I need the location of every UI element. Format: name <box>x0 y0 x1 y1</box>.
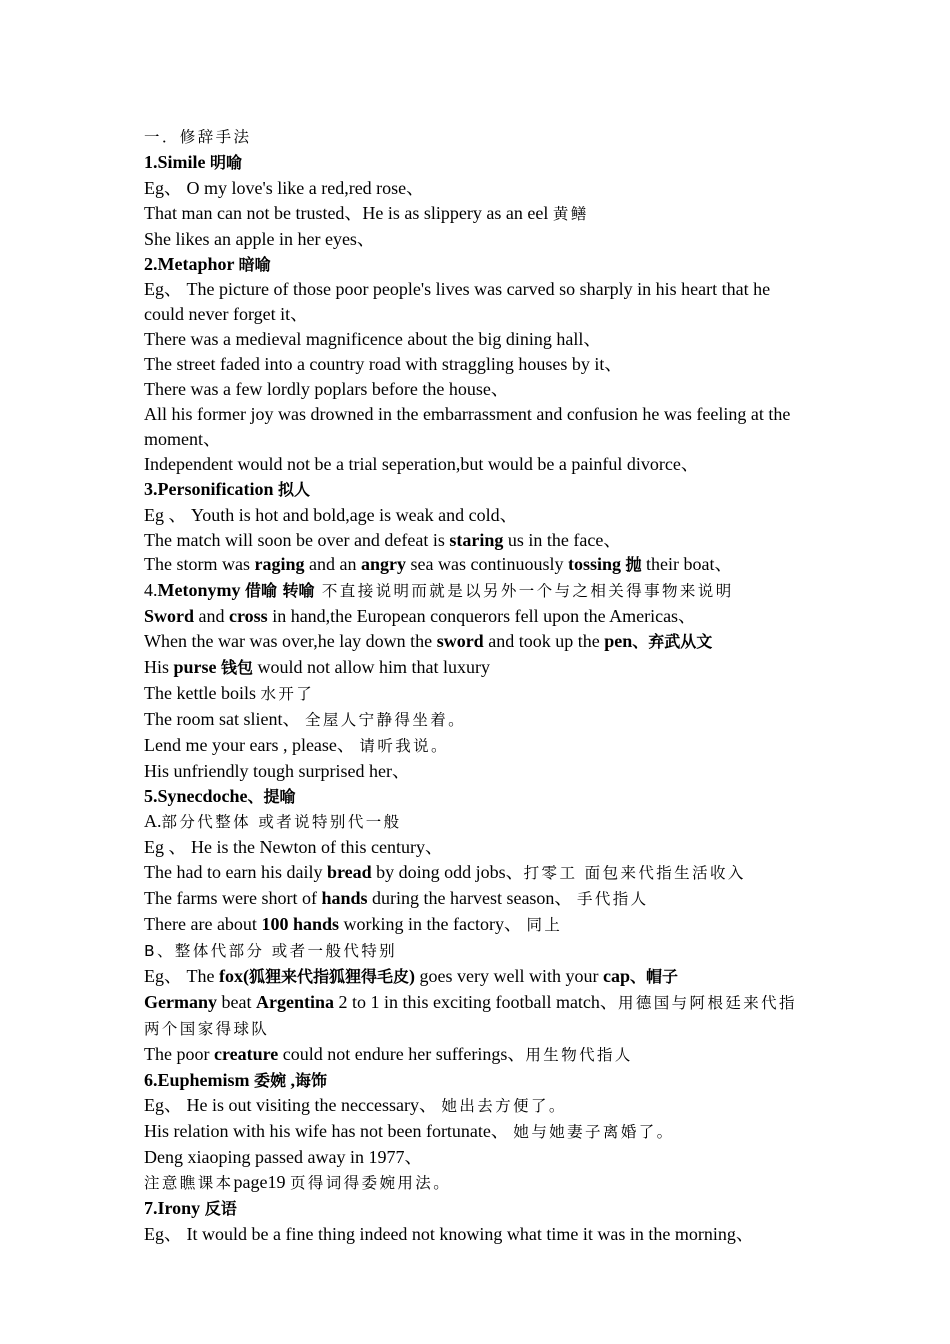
example-line: There are about 100 hands working in the factory、 同上 <box>144 914 563 935</box>
heading-metaphor: 2.Metaphor 暗喻 <box>144 253 271 274</box>
example-line: There was a medieval magnificence about the big dining hall、 <box>144 329 602 350</box>
heading-personification: 3.Personification 拟人 <box>144 478 310 499</box>
example-line: Independent would not be a trial seperation,but would be a painful divorce、 <box>144 453 699 474</box>
example-line: The farms were short of hands during the harvest season、 手代指人 <box>144 888 649 909</box>
example-line: The match will soon be over and defeat is staring us in the face、 <box>144 529 622 550</box>
example-line: His relation with his wife has not been fortunate、 她与她妻子离婚了。 <box>144 1121 675 1142</box>
example-line: Eg、 It would be a fine thing indeed not knowing what time it was in the morning、 <box>144 1223 754 1244</box>
heading-metonymy: 4.Metonymy 借喻 转喻 不直接说明而就是以另外一个与之相关得事物来说明 <box>144 580 734 601</box>
heading-irony: 7.Irony 反语 <box>144 1198 237 1219</box>
note-line: 注意瞧课本page19 页得词得委婉用法。 <box>144 1172 452 1193</box>
heading-synecdoche: 5.Synecdoche、提喻 <box>144 785 296 806</box>
subheading-a: A.部分代整体 或者说特别代一般 <box>144 811 402 832</box>
example-line: The room sat slient、 全屋人宁静得坐着。 <box>144 708 467 729</box>
example-line: When the war was over,he lay down the sword and took up the pen、弃武从文 <box>144 631 713 652</box>
section-heading: 一．修辞手法 <box>144 128 252 146</box>
example-line: Germany beat Argentina 2 to 1 in this exciting football match、用德国与阿根廷来代指两个国家得球队 <box>144 991 797 1038</box>
example-line: The kettle boils 水开了 <box>144 682 315 703</box>
example-line: Deng xiaoping passed away in 1977、 <box>144 1147 423 1168</box>
example-line: Eg、 The fox(狐狸来代指狐狸得毛皮) goes very well with your cap、帽子 <box>144 965 678 986</box>
example-line: The street faded into a country road with straggling houses by it、 <box>144 354 623 375</box>
document-page <box>144 124 810 1247</box>
example-line: Eg、 He is out visiting the neccessary、 她出去方便了。 <box>144 1095 567 1116</box>
example-line: She likes an apple in her eyes、 <box>144 228 375 249</box>
example-line: The poor creature could not endure her sufferings、用生物代指人 <box>144 1043 633 1064</box>
example-line: Lend me your ears , please、 请听我说。 <box>144 734 449 755</box>
example-line: The storm was raging and an angry sea was continuously tossing 抛 their boat、 <box>144 554 733 575</box>
heading-euphemism: 6.Euphemism 委婉 ,诲饰 <box>144 1069 328 1090</box>
example-line: Eg 、 He is the Newton of this century、 <box>144 837 443 858</box>
example-line: That man can not be trusted、He is as slippery as an eel 黄鳝 <box>144 202 589 223</box>
example-line: Eg 、 Youth is hot and bold,age is weak and cold、 <box>144 504 518 525</box>
example-line: There was a few lordly poplars before the house、 <box>144 379 509 400</box>
example-line: All his former joy was drowned in the embarrassment and confusion he was feeling at the moment、 <box>144 403 791 449</box>
example-line: His unfriendly tough surprised her、 <box>144 760 410 781</box>
example-line: Eg、 O my love's like a red,red rose、 <box>144 177 425 198</box>
heading-simile: 1.Simile 明喻 <box>144 151 243 172</box>
example-line: Eg、 The picture of those poor people's lives was carved so sharply in his heart that he could never forget it、 <box>144 279 771 325</box>
example-line: His purse 钱包 would not allow him that luxury <box>144 657 491 678</box>
example-line: The had to earn his daily bread by doing odd jobs、打零工 面包来代指生活收入 <box>144 862 746 883</box>
subheading-b: B、整体代部分 或者一般代特别 <box>144 942 398 960</box>
example-line: Sword and cross in hand,the European conquerors fell upon the Americas、 <box>144 606 697 627</box>
